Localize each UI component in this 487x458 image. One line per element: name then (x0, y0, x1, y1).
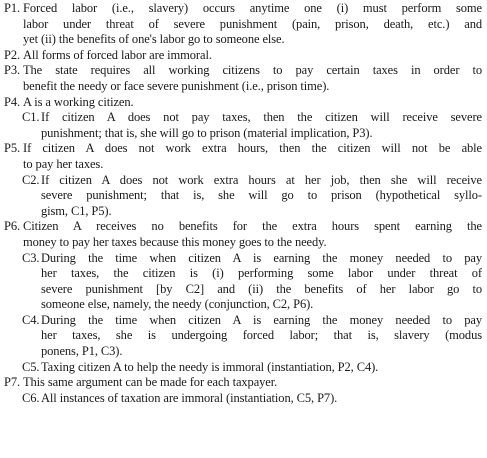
text-line: Citizen A receives no benefits for the extra hours spent earning the (23, 219, 482, 234)
item-label: C2. (22, 172, 40, 187)
premise-p4 (4, 95, 482, 111)
argument-document (4, 1, 482, 406)
text-line: A is a working citizen. (23, 94, 134, 109)
text-line: someone else, namely, the needy (conjunction, C2, P6). (41, 297, 314, 312)
text-line: severe punishment [by C2] and (ii) the benefits of her labor go to (41, 281, 482, 296)
text-line: Taxing citizen A to help the needy is immoral (instantiation, P2, C4). (41, 359, 379, 374)
text-line: If citizen A does not pay taxes, then the citizen will receive severe (41, 110, 482, 125)
text-line: ponens, P1, C3). (41, 344, 123, 359)
item-label: C4. (22, 312, 40, 327)
item-label: P3. (4, 63, 21, 78)
item-label: C5. (22, 359, 40, 374)
premise-p7 (4, 375, 482, 391)
text-line: her taxes, the citizen is (i) performing some labor under threat of (41, 266, 482, 281)
text-line: All forms of forced labor are immoral. (23, 47, 212, 62)
conclusion-c1 (4, 110, 482, 141)
text-line: yet (ii) the benefits of one's labor go to someone else. (23, 32, 285, 47)
item-label: P6. (4, 219, 21, 234)
text-line: During the time when citizen A is earning the money needed to pay (41, 312, 482, 327)
conclusion-c5 (4, 360, 482, 376)
text-line: The state requires all working citizens to pay certain taxes in order to (23, 63, 482, 78)
premise-p3 (4, 63, 482, 94)
text-line: punishment; that is, she will go to prison (material implication, P3). (41, 125, 373, 140)
conclusion-c6 (4, 391, 482, 407)
text-line: During the time when citizen A is earning the money needed to pay (41, 250, 482, 265)
text-line: gism, C1, P5). (41, 203, 112, 218)
text-line: money to pay her taxes because this money goes to the needy. (23, 234, 327, 249)
premise-p5 (4, 141, 482, 172)
text-line: to pay her taxes. (23, 156, 104, 171)
conclusion-c2 (4, 173, 482, 220)
text-line: severe punishment; that is, she will go to prison (hypothetical syllo- (41, 188, 482, 203)
conclusion-c4 (4, 313, 482, 360)
item-label: P5. (4, 141, 21, 156)
text-line: labor under threat of severe punishment (pain, prison, death, etc.) and (23, 16, 482, 31)
item-label: C3. (22, 250, 40, 265)
text-line: This same argument can be made for each taxpayer. (23, 375, 278, 390)
text-line: If citizen A does not work extra hours at her job, then she will receive (41, 172, 482, 187)
text-line: her taxes, she is undergoing forced labor; that is, slavery (modus (41, 328, 482, 343)
text-line: Forced labor (i.e., slavery) occurs anytime one (i) must perform some (23, 1, 482, 15)
item-label: P2. (4, 47, 21, 62)
conclusion-c3 (4, 251, 482, 313)
premise-p2 (4, 48, 482, 64)
premise-p1 (4, 1, 482, 48)
item-label: P7. (4, 375, 21, 390)
text-line: All instances of taxation are immoral (instantiation, C5, P7). (41, 390, 338, 405)
text-line: If citizen A does not work extra hours, then the citizen will not be able (23, 141, 482, 156)
item-label: C6. (22, 390, 40, 405)
text-line: benefit the needy or face severe punishment (i.e., prison time). (23, 78, 330, 93)
item-label: P4. (4, 94, 21, 109)
item-label: P1. (4, 1, 21, 15)
item-label: C1. (22, 110, 40, 125)
premise-p6 (4, 219, 482, 250)
